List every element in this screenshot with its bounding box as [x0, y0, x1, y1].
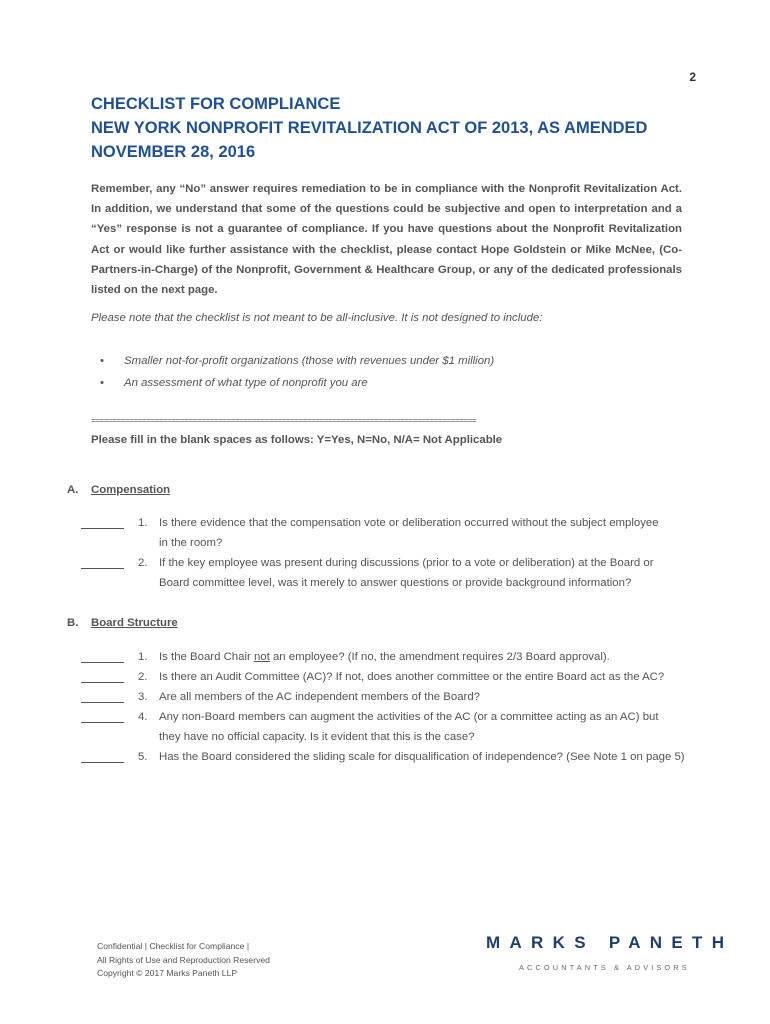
answer-blank[interactable] [81, 528, 124, 529]
question-line: Is there evidence that the compensation vote or deliberation occurred without the subject employee [159, 517, 659, 529]
equals-divider: =========================================================================================== [91, 416, 477, 425]
logo-wordmark: MARKS PANETH [486, 933, 734, 952]
answer-blank[interactable] [81, 722, 124, 723]
question-b2 [81, 667, 721, 687]
footer-line-3: Copyright © 2017 Marks Paneth LLP [97, 968, 238, 978]
question-line: Any non-Board members can augment the activities of the AC (or a committee acting as an AC) but [159, 711, 659, 723]
bullet-icon: • [100, 355, 104, 367]
question-number: 2. [138, 671, 148, 683]
company-logo [486, 933, 734, 977]
question-line: they have no official capacity. Is it evident that this is the case? [159, 731, 475, 743]
intro-paragraph: Remember, any “No” answer requires remediation to be in compliance with the Nonprofit Revitalization Act. In addition, we understand that some of the questions could be subjective and open to interpretation and a “Yes” response is not a guarantee of compliance. If you have questions about the Nonprofit Revitalization Act or would like further assistance with the checklist, please contact Hope Goldstein or Mike McNee, (Co-Partners-in-Charge) of the Nonprofit, Government & Healthcare Group, or any of the dedicated professionals listed on the next page. [91, 183, 682, 297]
answer-blank[interactable] [81, 682, 124, 683]
question-text [159, 647, 719, 667]
answer-blank[interactable] [81, 762, 124, 763]
question-b3 [81, 687, 721, 707]
footer-line-2: All Rights of Use and Reproduction Reserved [97, 954, 270, 965]
question-number: 5. [138, 751, 148, 763]
question-b4 [81, 707, 721, 747]
question-a2 [81, 553, 721, 593]
question-line: in the room? [159, 537, 223, 549]
question-line: Has the Board considered the sliding scale for disqualification of independence? (See Note 1 on page 5) [159, 751, 685, 763]
footer-legal [97, 940, 357, 981]
section-b-header [67, 617, 367, 629]
answer-blank[interactable] [81, 662, 124, 663]
question-number: 1. [138, 651, 148, 663]
question-line: If the key employee was present during discussions (prior to a vote or deliberation) at the Board or [159, 557, 654, 569]
section-heading: Board Structure [91, 617, 178, 629]
question-text-end: an employee? (If no, the amendment requires 2/3 Board approval). [269, 651, 610, 663]
question-text [159, 553, 719, 593]
question-text [159, 747, 719, 767]
title-line-2: NEW YORK NONPROFIT REVITALIZATION ACT OF 2013, AS AMENDED [91, 119, 648, 137]
fill-instructions: Please fill in the blank spaces as follows: Y=Yes, N=No, N/A= Not Applicable [91, 434, 503, 446]
question-text-start: Is the Board Chair [159, 651, 254, 663]
logo-tagline: ACCOUNTANTS & ADVISORS [519, 963, 690, 972]
page-number: 2 [689, 70, 696, 84]
list-item-text: An assessment of what type of nonprofit you are [124, 377, 368, 389]
question-line: Are all members of the AC independent members of the Board? [159, 691, 481, 703]
question-text [159, 707, 719, 747]
question-number: 4. [138, 711, 148, 723]
question-b5 [81, 747, 721, 767]
exclusions-list [100, 350, 660, 394]
bullet-icon: • [100, 377, 104, 389]
section-a-header [67, 484, 367, 496]
question-a1 [81, 513, 721, 553]
question-text [159, 513, 719, 553]
answer-blank[interactable] [81, 702, 124, 703]
question-b1 [81, 647, 721, 667]
title-line-3: NOVEMBER 28, 2016 [91, 143, 256, 161]
footer-line-1: Confidential | Checklist for Compliance | [97, 941, 250, 951]
section-letter: B. [67, 617, 79, 629]
question-number: 3. [138, 691, 148, 703]
emphasis-word: not [253, 651, 270, 663]
question-number: 1. [138, 517, 148, 529]
answer-blank[interactable] [81, 568, 124, 569]
question-line: Is there an Audit Committee (AC)? If not, does another committee or the entire Board act as the AC? [159, 671, 665, 683]
question-line: Board committee level, was it merely to answer questions or provide background information? [159, 577, 632, 589]
document-title [91, 92, 731, 164]
list-item-text: Smaller not-for-profit organizations (those with revenues under $1 million) [124, 355, 495, 367]
question-text [159, 687, 719, 707]
list-item [100, 350, 660, 372]
list-item [100, 372, 660, 394]
section-heading: Compensation [91, 484, 171, 496]
question-number: 2. [138, 557, 148, 569]
question-text [159, 667, 719, 687]
section-letter: A. [67, 484, 79, 496]
title-line-1: CHECKLIST FOR COMPLIANCE [91, 95, 341, 113]
scope-note: Please note that the checklist is not meant to be all-inclusive. It is not designed to include: [91, 312, 543, 324]
